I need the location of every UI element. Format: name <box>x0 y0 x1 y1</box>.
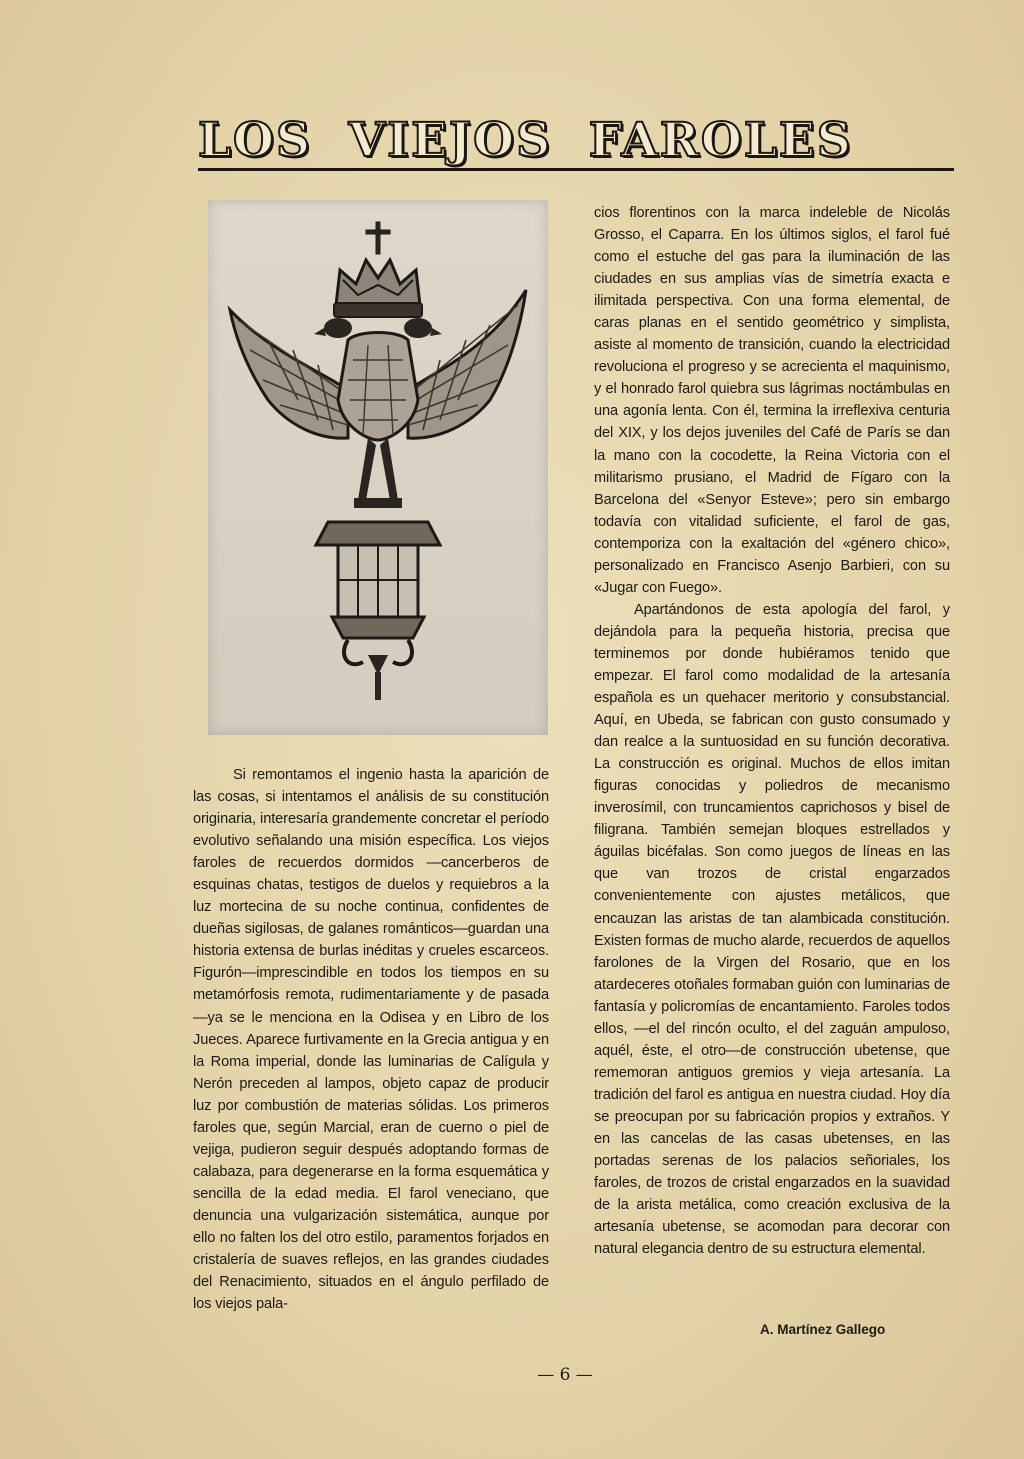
paragraph-continuation: cios florentinos con la marca indeleble de Nicolás Grosso, el Caparra. En los últimos siglos, el farol fué como el estuche del gas para la iluminación de las ciudades en sus amplias vías de simetría exacta e ilimitada perspectiva. Con una forma elemental, de caras planas en el sentido geométrico y simplista, asiste al momento de transición, cuando la electricidad revoluciona el progreso y se acrecienta el maquinismo, y el honrado farol quiebra sus lágrimas noctámbulas en una agonía lenta. Con él, termina la irreflexiva centuria del XIX, y los dejos juveniles del Café de París se dan la mano con la cocodette, la Reina Victoria con el militarismo prusiano, el Madrid de Fígaro con la Barcelona del «Senyor Esteve»; pero sin embargo todavía con vitalidad suficiente, el farol de gas, contemporiza con la exaltación del «género chico», personalizado en Francisco Asenjo Barbieri, con su «Jugar con Fuego». <box>594 205 950 596</box>
title-underline <box>198 168 954 171</box>
double-headed-eagle-lantern-illustration <box>208 200 548 735</box>
page-number: — 6 — <box>537 1365 593 1385</box>
paragraph-intro: Si remontamos el ingenio hasta la aparición de las cosas, si intentamos el análisis de su constitución originaria, interesaría grandemente concretar el período evolutivo señalando una misión específica. Los viejos faroles de recuerdos dormidos —cancerberos de esquinas chatas, testigos de duelos y requiebros a la luz mortecina de su noche continua, confidentes de dueñas sigilosas, de galanes románticos—guardan una historia extensa de burlas inéditas y crueles escarceos. Figurón—imprescindible en todos los tiempos en su metamórfosis remota, rudimentariamente y de pasada—ya se le menciona en la Odisea y en Libro de los Jueces. Aparece furtivamente en la Grecia antigua y en la Roma imperial, donde las luminarias de Calígula y Nerón preceden al lampos, objeto capaz de producir luz por combustión de materias sólidas. Los primeros faroles que, según Marcial, eran de cuerno o piel de vejiga, pudieron seguir después adoptando formas de calabaza, para degenerarse en la forma esquemática y sencilla de la edad media. El farol veneciano, que denuncia una vulgarización sistemática, aunque por ello no falten los del otro estilo, paramentos forjados en cristalería de suaves reflejos, en las grandes ciudades del Renacimiento, situados en el ángulo perfilado de los viejos pala- <box>193 767 549 1313</box>
author-byline: A. Martínez Gallego <box>760 1322 886 1337</box>
lantern-photograph <box>208 200 548 735</box>
article-column-right <box>594 202 950 1260</box>
article-title: LOS VIEJOS FAROLES <box>198 113 853 168</box>
paragraph-ubeda: Apartándonos de esta apología del farol, y dejándola para la pequeña historia, precisa que terminemos por donde hubiéramos tenido que empezar. El farol como modalidad de la artesanía española es un quehacer meritorio y consubstancial. Aquí, en Ubeda, se fabrican con gusto consumado y dan realce a la suntuosidad en su función decorativa. La construcción es original. Muchos de ellos imitan figuras conocidas y poliedros de mecanismo inverosímil, con truncamientos caprichosos y bisel de filigrana. También semejan bloques estrellados y águilas bicéfalas. Son como juegos de líneas en las que van trozos de cristal engarzados convenientemente con ajustes metálicos, que encauzan las aristas de tan alambicada constitución. Existen formas de mucho alarde, recuerdos de aquellos farolones de la Virgen del Rosario, que en los atardeceres otoñales formaban guión con luminarias de fantasía y policromías de encantamiento. Faroles todos ellos, —el del rincón oculto, el del zaguán ampuloso, aquél, éste, el otro—de construcción ubetense, que rememoran antiguos gremios y vieja artesanía. La tradición del farol es antigua en nuestra ciudad. Hoy día se preocupan por su fabricación propios y extraños. Y en las cancelas de las casas ubetenses, en las portadas serenas de los palacios señoriales, los faroles, de trozos de cristal engarzados en la suavidad de la arista metálica, como creación exclusiva de la artesanía ubetense, se acomodan para decorar con natural elegancia dentro de su estructura elemental. <box>594 601 950 1258</box>
article-column-left <box>193 764 549 1315</box>
